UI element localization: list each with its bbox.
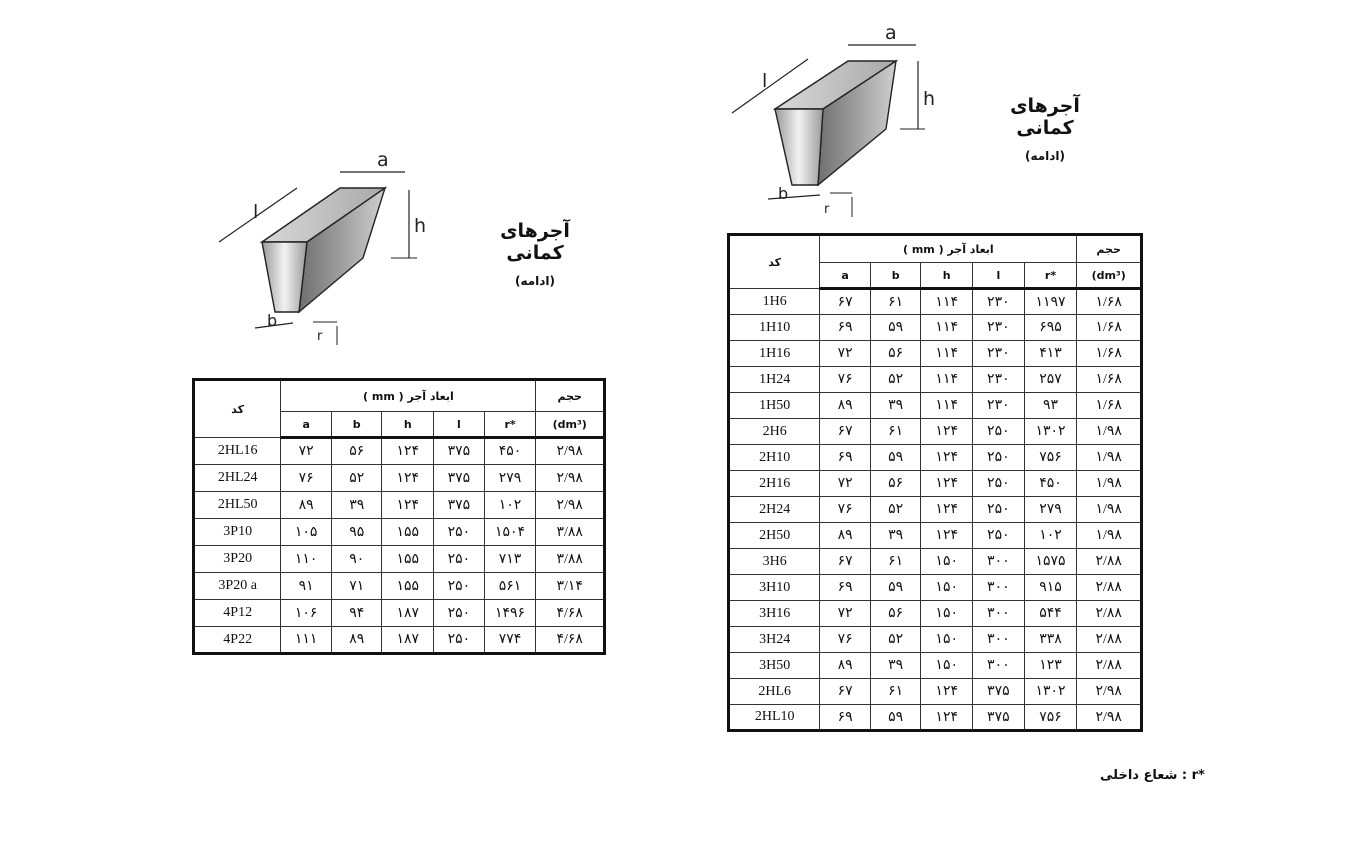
cell-b: ۵۹ xyxy=(870,705,921,731)
cell-l: ۳۰۰ xyxy=(973,601,1025,627)
cell-volume: ۱/۶۸ xyxy=(1077,315,1142,341)
cell-a: ۷۲ xyxy=(820,341,871,367)
table-row xyxy=(729,341,1142,367)
table-row xyxy=(194,438,605,465)
cell-h: ۱۲۴ xyxy=(921,523,973,549)
cell-b: ۵۲ xyxy=(870,367,921,393)
header-code: کد xyxy=(729,235,820,289)
table-row xyxy=(729,705,1142,731)
cell-h: ۱۲۴ xyxy=(382,438,434,465)
cell-volume: ۲/۸۸ xyxy=(1077,653,1142,679)
dim-a-label: a xyxy=(885,22,897,44)
cell-l: ۳۰۰ xyxy=(973,575,1025,601)
cell-code: 2H24 xyxy=(729,497,820,523)
cell-r: ۹۱۵ xyxy=(1024,575,1077,601)
cell-l: ۲۳۰ xyxy=(973,289,1025,315)
dim-r-label: r xyxy=(824,202,830,217)
header-volume: حجم xyxy=(536,380,605,412)
cell-h: ۱۲۴ xyxy=(921,419,973,445)
cell-r: ۱۳۰۲ xyxy=(1024,419,1077,445)
cell-b: ۵۹ xyxy=(870,575,921,601)
cell-b: ۳۹ xyxy=(870,393,921,419)
header-code: کد xyxy=(194,380,281,438)
cell-b: ۵۶ xyxy=(870,341,921,367)
cell-b: ۵۲ xyxy=(870,627,921,653)
cell-a: ۱۱۱ xyxy=(281,627,332,654)
cell-code: 4P22 xyxy=(194,627,281,654)
table-row xyxy=(729,289,1142,315)
cell-r: ۵۶۱ xyxy=(484,573,536,600)
cell-code: 2HL10 xyxy=(729,705,820,731)
table-row xyxy=(729,679,1142,705)
cell-code: 3P20 a xyxy=(194,573,281,600)
cell-a: ۷۲ xyxy=(820,471,871,497)
header-col-l: l xyxy=(973,263,1025,289)
cell-h: ۱۱۴ xyxy=(921,393,973,419)
cell-r: ۱۵۰۴ xyxy=(484,519,536,546)
cell-b: ۶۱ xyxy=(870,419,921,445)
cell-l: ۲۵۰ xyxy=(434,546,485,573)
cell-r: ۱۵۷۵ xyxy=(1024,549,1077,575)
cell-l: ۳۰۰ xyxy=(973,653,1025,679)
cell-r: ۷۱۳ xyxy=(484,546,536,573)
cell-code: 1H10 xyxy=(729,315,820,341)
cell-l: ۲۵۰ xyxy=(434,519,485,546)
cell-a: ۱۰۶ xyxy=(281,600,332,627)
cell-a: ۸۹ xyxy=(820,653,871,679)
cell-b: ۵۲ xyxy=(870,497,921,523)
table-row xyxy=(729,315,1142,341)
cell-code: 1H50 xyxy=(729,393,820,419)
cell-volume: ۱/۶۸ xyxy=(1077,341,1142,367)
cell-code: 2H6 xyxy=(729,419,820,445)
cell-h: ۱۵۵ xyxy=(382,519,434,546)
cell-a: ۸۹ xyxy=(281,492,332,519)
cell-b: ۶۱ xyxy=(870,549,921,575)
cell-h: ۱۵۰ xyxy=(921,627,973,653)
footnote-symbol: r* xyxy=(1191,768,1205,783)
header-col-a: a xyxy=(281,412,332,438)
table-row xyxy=(729,419,1142,445)
cell-code: 3H24 xyxy=(729,627,820,653)
cell-r: ۷۵۶ xyxy=(1024,445,1077,471)
cell-h: ۱۲۴ xyxy=(921,471,973,497)
cell-b: ۸۹ xyxy=(331,627,382,654)
cell-a: ۶۷ xyxy=(820,419,871,445)
table-body xyxy=(194,438,605,654)
cell-volume: ۲/۹۸ xyxy=(1077,705,1142,731)
cell-l: ۲۵۰ xyxy=(973,471,1025,497)
cell-volume: ۱/۹۸ xyxy=(1077,497,1142,523)
cell-l: ۳۷۵ xyxy=(434,465,485,492)
cell-volume: ۳/۸۸ xyxy=(536,546,605,573)
cell-volume: ۱/۹۸ xyxy=(1077,471,1142,497)
dim-r-label: r xyxy=(317,329,323,344)
table-row xyxy=(729,445,1142,471)
cell-r: ۱۰۲ xyxy=(484,492,536,519)
cell-h: ۱۱۴ xyxy=(921,315,973,341)
table-body xyxy=(729,289,1142,731)
cell-code: 3H10 xyxy=(729,575,820,601)
cell-b: ۳۹ xyxy=(331,492,382,519)
cell-a: ۷۲ xyxy=(820,601,871,627)
header-col-h: h xyxy=(382,412,434,438)
section-title: آجرهای کمانی xyxy=(500,220,570,264)
cell-h: ۱۲۴ xyxy=(921,497,973,523)
cell-code: 2HL16 xyxy=(194,438,281,465)
table-row xyxy=(729,575,1142,601)
header-volume-unit: (dm³) xyxy=(1077,263,1142,289)
cell-volume: ۳/۱۴ xyxy=(536,573,605,600)
cell-l: ۳۷۵ xyxy=(973,705,1025,731)
table-row xyxy=(729,393,1142,419)
cell-b: ۵۹ xyxy=(870,445,921,471)
cell-b: ۹۰ xyxy=(331,546,382,573)
table-row xyxy=(729,653,1142,679)
cell-h: ۱۲۴ xyxy=(382,492,434,519)
table-row xyxy=(729,497,1142,523)
cell-l: ۳۷۵ xyxy=(434,438,485,465)
dim-l-label: l xyxy=(253,201,259,223)
table-header-row xyxy=(194,380,605,412)
cell-volume: ۲/۸۸ xyxy=(1077,627,1142,653)
cell-r: ۱۴۹۶ xyxy=(484,600,536,627)
cell-volume: ۱/۶۸ xyxy=(1077,367,1142,393)
cell-code: 4P12 xyxy=(194,600,281,627)
cell-b: ۷۱ xyxy=(331,573,382,600)
cell-code: 2HL6 xyxy=(729,679,820,705)
cell-l: ۲۵۰ xyxy=(973,497,1025,523)
cell-code: 1H16 xyxy=(729,341,820,367)
cell-r: ۹۳ xyxy=(1024,393,1077,419)
cell-h: ۱۲۴ xyxy=(921,705,973,731)
cell-h: ۱۵۰ xyxy=(921,575,973,601)
cell-r: ۲۷۹ xyxy=(1024,497,1077,523)
cell-code: 3P10 xyxy=(194,519,281,546)
cell-l: ۲۳۰ xyxy=(973,367,1025,393)
cell-r: ۴۵۰ xyxy=(484,438,536,465)
cell-r: ۶۹۵ xyxy=(1024,315,1077,341)
cell-b: ۶۱ xyxy=(870,679,921,705)
cell-h: ۱۱۴ xyxy=(921,289,973,315)
cell-volume: ۲/۸۸ xyxy=(1077,575,1142,601)
cell-l: ۲۵۰ xyxy=(973,523,1025,549)
cell-h: ۱۵۰ xyxy=(921,549,973,575)
cell-l: ۳۷۵ xyxy=(973,679,1025,705)
cell-a: ۷۶ xyxy=(820,497,871,523)
header-col-h: h xyxy=(921,263,973,289)
table-row xyxy=(194,546,605,573)
cell-b: ۵۲ xyxy=(331,465,382,492)
cell-a: ۷۶ xyxy=(820,367,871,393)
cell-b: ۵۶ xyxy=(870,471,921,497)
cell-h: ۱۵۵ xyxy=(382,573,434,600)
cell-h: ۱۵۰ xyxy=(921,653,973,679)
table-row xyxy=(729,601,1142,627)
cell-code: 2HL24 xyxy=(194,465,281,492)
cell-b: ۹۴ xyxy=(331,600,382,627)
cell-code: 3H6 xyxy=(729,549,820,575)
cell-a: ۷۶ xyxy=(820,627,871,653)
cell-b: ۵۹ xyxy=(870,315,921,341)
cell-r: ۷۷۴ xyxy=(484,627,536,654)
dim-b-label: b xyxy=(267,311,278,330)
cell-code: 2H10 xyxy=(729,445,820,471)
table-row xyxy=(194,519,605,546)
cell-b: ۵۶ xyxy=(870,601,921,627)
dim-l-label: l xyxy=(762,70,768,92)
dim-b-label: b xyxy=(778,184,789,203)
header-col-b: b xyxy=(870,263,921,289)
section-subtitle: (ادامه) xyxy=(1024,149,1066,163)
cell-a: ۷۶ xyxy=(281,465,332,492)
cell-a: ۶۹ xyxy=(820,705,871,731)
cell-l: ۲۵۰ xyxy=(434,573,485,600)
header-dimensions: ابعاد آجر ( mm ) xyxy=(820,235,1077,263)
header-dimensions: ابعاد آجر ( mm ) xyxy=(281,380,536,412)
cell-h: ۱۸۷ xyxy=(382,600,434,627)
cell-a: ۱۱۰ xyxy=(281,546,332,573)
footnote-text: : شعاع داخلی xyxy=(1100,768,1188,783)
cell-r: ۲۵۷ xyxy=(1024,367,1077,393)
cell-l: ۲۵۰ xyxy=(973,419,1025,445)
cell-h: ۱۸۷ xyxy=(382,627,434,654)
cell-l: ۲۳۰ xyxy=(973,393,1025,419)
cell-h: ۱۲۴ xyxy=(382,465,434,492)
cell-r: ۱۲۳ xyxy=(1024,653,1077,679)
cell-volume: ۲/۹۸ xyxy=(1077,679,1142,705)
cell-r: ۳۳۸ xyxy=(1024,627,1077,653)
cell-a: ۶۷ xyxy=(820,549,871,575)
table-header-row xyxy=(729,235,1142,263)
cell-volume: ۲/۸۸ xyxy=(1077,549,1142,575)
cell-code: 1H24 xyxy=(729,367,820,393)
header-col-r: r* xyxy=(484,412,536,438)
arch-brick-diagram-left xyxy=(205,140,455,350)
cell-code: 2H16 xyxy=(729,471,820,497)
cell-code: 2HL50 xyxy=(194,492,281,519)
cell-volume: ۲/۹۸ xyxy=(536,438,605,465)
cell-r: ۴۱۳ xyxy=(1024,341,1077,367)
brick-dimensions-table-right xyxy=(727,233,1143,732)
cell-l: ۳۰۰ xyxy=(973,549,1025,575)
dim-h-label: h xyxy=(923,88,936,110)
cell-h: ۱۱۴ xyxy=(921,367,973,393)
cell-volume: ۱/۶۸ xyxy=(1077,289,1142,315)
cell-b: ۳۹ xyxy=(870,653,921,679)
cell-a: ۸۹ xyxy=(820,523,871,549)
cell-r: ۷۵۶ xyxy=(1024,705,1077,731)
cell-a: ۹۱ xyxy=(281,573,332,600)
cell-h: ۱۵۰ xyxy=(921,601,973,627)
table-row xyxy=(194,492,605,519)
cell-volume: ۱/۹۸ xyxy=(1077,523,1142,549)
table-row xyxy=(194,465,605,492)
cell-b: ۹۵ xyxy=(331,519,382,546)
cell-r: ۲۷۹ xyxy=(484,465,536,492)
cell-volume: ۱/۹۸ xyxy=(1077,445,1142,471)
footnote xyxy=(1100,768,1205,783)
cell-volume: ۳/۸۸ xyxy=(536,519,605,546)
cell-r: ۴۵۰ xyxy=(1024,471,1077,497)
cell-b: ۶۱ xyxy=(870,289,921,315)
cell-volume: ۲/۹۸ xyxy=(536,492,605,519)
table-row xyxy=(729,549,1142,575)
cell-l: ۲۳۰ xyxy=(973,341,1025,367)
cell-volume: ۲/۸۸ xyxy=(1077,601,1142,627)
cell-volume: ۴/۶۸ xyxy=(536,600,605,627)
header-col-r: r* xyxy=(1024,263,1077,289)
cell-code: 3P20 xyxy=(194,546,281,573)
cell-l: ۲۳۰ xyxy=(973,315,1025,341)
cell-a: ۶۷ xyxy=(820,289,871,315)
cell-code: 1H6 xyxy=(729,289,820,315)
cell-code: 3H50 xyxy=(729,653,820,679)
table-row xyxy=(729,523,1142,549)
section-subtitle: (ادامه) xyxy=(514,274,556,288)
cell-l: ۲۵۰ xyxy=(434,600,485,627)
table-row xyxy=(194,627,605,654)
table-row xyxy=(194,600,605,627)
title-block-left xyxy=(470,220,600,288)
cell-volume: ۱/۹۸ xyxy=(1077,419,1142,445)
cell-volume: ۴/۶۸ xyxy=(536,627,605,654)
header-col-a: a xyxy=(820,263,871,289)
cell-code: 3H16 xyxy=(729,601,820,627)
header-col-l: l xyxy=(434,412,485,438)
cell-a: ۶۹ xyxy=(820,575,871,601)
table-row xyxy=(729,471,1142,497)
cell-r: ۵۴۴ xyxy=(1024,601,1077,627)
cell-h: ۱۱۴ xyxy=(921,341,973,367)
brick-dimensions-table-left xyxy=(192,378,606,655)
table-row xyxy=(729,367,1142,393)
table-row xyxy=(729,627,1142,653)
table-row xyxy=(194,573,605,600)
cell-r: ۱۰۲ xyxy=(1024,523,1077,549)
cell-l: ۳۷۵ xyxy=(434,492,485,519)
title-block-right xyxy=(980,95,1110,163)
cell-b: ۵۶ xyxy=(331,438,382,465)
cell-a: ۶۹ xyxy=(820,445,871,471)
header-volume: حجم xyxy=(1077,235,1142,263)
cell-a: ۶۷ xyxy=(820,679,871,705)
cell-volume: ۱/۶۸ xyxy=(1077,393,1142,419)
cell-r: ۱۳۰۲ xyxy=(1024,679,1077,705)
cell-b: ۳۹ xyxy=(870,523,921,549)
dim-a-label: a xyxy=(377,149,389,171)
cell-l: ۲۵۰ xyxy=(434,627,485,654)
cell-r: ۱۱۹۷ xyxy=(1024,289,1077,315)
section-title: آجرهای کمانی xyxy=(1010,95,1080,139)
cell-a: ۶۹ xyxy=(820,315,871,341)
cell-a: ۷۲ xyxy=(281,438,332,465)
cell-h: ۱۵۵ xyxy=(382,546,434,573)
header-volume-unit: (dm³) xyxy=(536,412,605,438)
cell-h: ۱۲۴ xyxy=(921,445,973,471)
cell-a: ۱۰۵ xyxy=(281,519,332,546)
header-col-b: b xyxy=(331,412,382,438)
cell-a: ۸۹ xyxy=(820,393,871,419)
cell-l: ۲۵۰ xyxy=(973,445,1025,471)
arch-brick-diagram-right xyxy=(720,15,960,225)
cell-volume: ۲/۹۸ xyxy=(536,465,605,492)
cell-l: ۳۰۰ xyxy=(973,627,1025,653)
dim-h-label: h xyxy=(414,215,427,237)
cell-h: ۱۲۴ xyxy=(921,679,973,705)
cell-code: 2H50 xyxy=(729,523,820,549)
